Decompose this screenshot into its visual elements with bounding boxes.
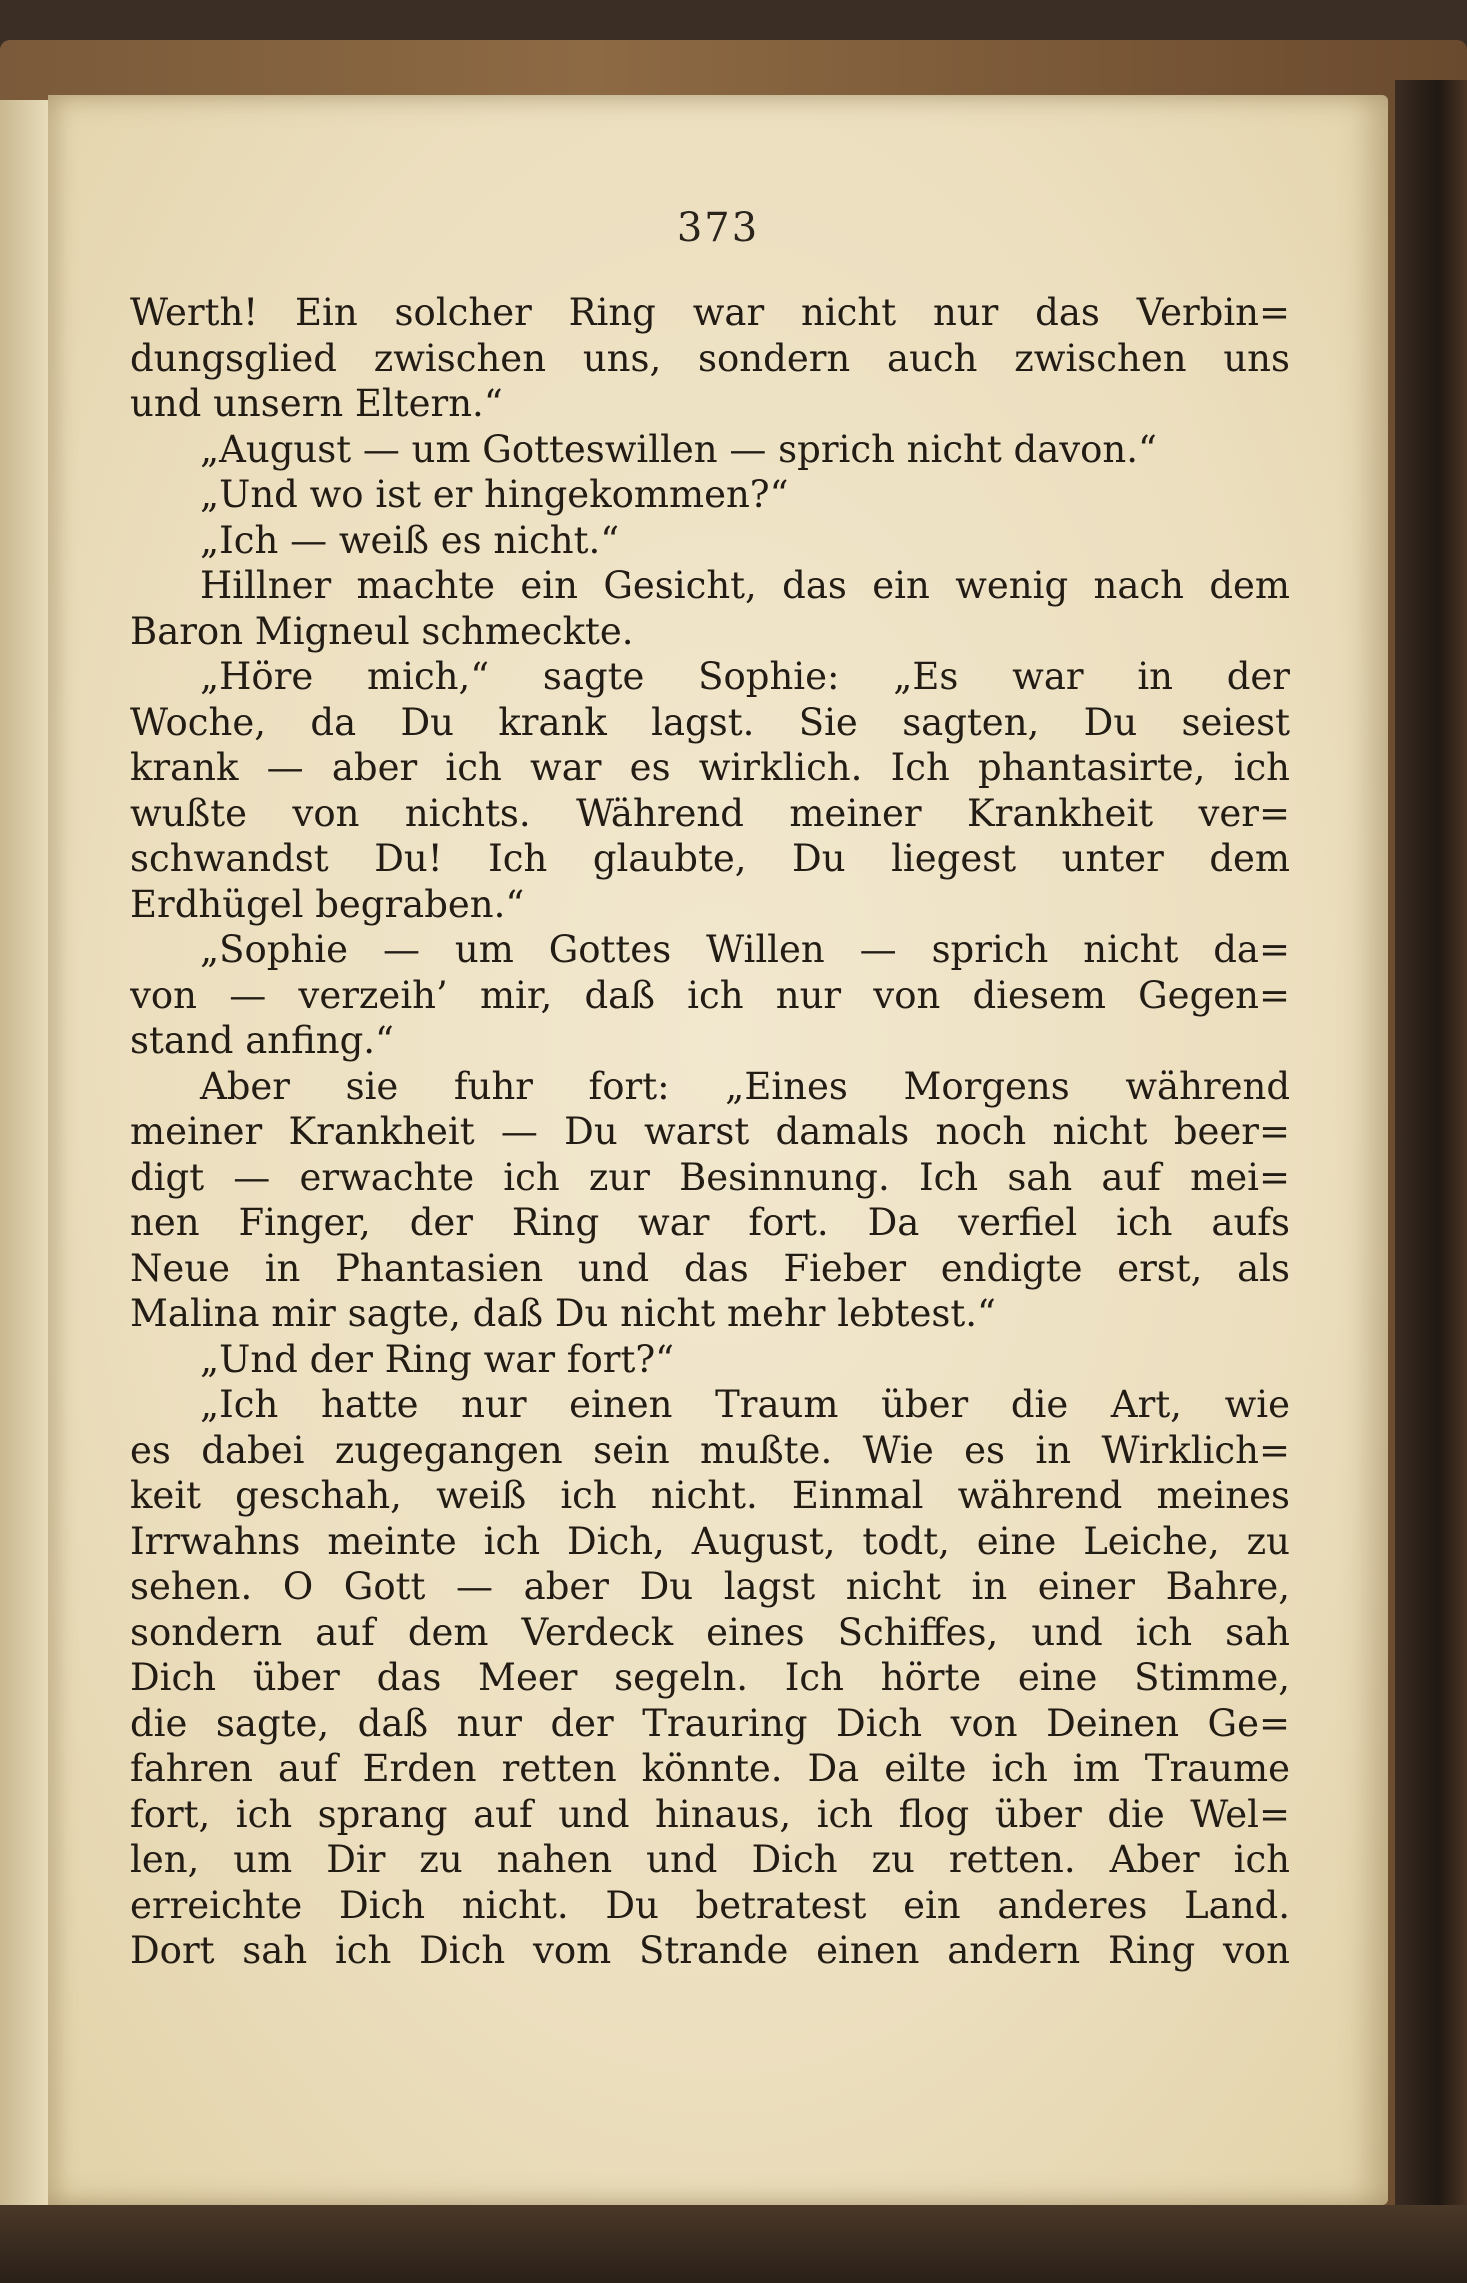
text-line: keit geschah, weiß ich nicht. Einmal während meines bbox=[130, 1474, 1290, 1517]
text-line: Hillner machte ein Gesicht, das ein wenig nach dem bbox=[200, 564, 1290, 607]
text-line: dungsglied zwischen uns, sondern auch zwischen uns bbox=[130, 336, 1290, 380]
text-line: sehen. O Gott — aber Du lagst nicht in einer Bahre, bbox=[130, 1565, 1290, 1608]
text-line: Aber sie fuhr fort: „Eines Morgens während bbox=[200, 1064, 1290, 1108]
text-line: „Und wo ist er hingekommen?“ bbox=[200, 473, 789, 516]
page-number: 373 bbox=[676, 205, 760, 251]
text-line: fahren auf Erden retten könnte. Da eilte ich im Traume bbox=[130, 1747, 1290, 1790]
text-line: Neue in Phantasien und das Fieber endigte erst, als bbox=[130, 1246, 1290, 1290]
text-line: Erdhügel begraben.“ bbox=[130, 882, 525, 926]
text-line: es dabei zugegangen sein mußte. Wie es in Wirklich= bbox=[130, 1428, 1290, 1472]
text-line: stand anfing.“ bbox=[130, 1019, 394, 1062]
text-line: Woche, da Du krank lagst. Sie sagten, Du seiest bbox=[130, 700, 1290, 744]
text-line: schwandst Du! Ich glaubte, Du liegest unter dem bbox=[130, 837, 1290, 880]
text-line: erreichte Dich nicht. Du betratest ein anderes Land. bbox=[130, 1883, 1290, 1927]
text-line: „Höre mich,“ sagte Sophie: „Es war in der bbox=[200, 655, 1290, 698]
text-line: Werth! Ein solcher Ring war nicht nur das Verbin= bbox=[130, 291, 1290, 334]
text-line: fort, ich sprang auf und hinaus, ich flog über die Wel= bbox=[130, 1792, 1290, 1836]
text-line: „Und der Ring war fort?“ bbox=[200, 1337, 675, 1381]
facing-page-edge bbox=[0, 100, 50, 2210]
book-page bbox=[48, 95, 1388, 2205]
text-line: „Ich — weiß es nicht.“ bbox=[200, 518, 620, 562]
text-line: „Ich hatte nur einen Traum über die Art, wie bbox=[200, 1383, 1290, 1426]
book-bottom-edge bbox=[0, 2205, 1467, 2283]
text-line: krank — aber ich war es wirklich. Ich phantasirte, ich bbox=[130, 746, 1290, 789]
text-line: len, um Dir zu nahen und Dich zu retten. Aber ich bbox=[130, 1838, 1290, 1881]
text-line: und unsern Eltern.“ bbox=[130, 382, 503, 425]
text-line: digt — erwachte ich zur Besinnung. Ich sah auf mei= bbox=[130, 1155, 1290, 1199]
text-line: Dich über das Meer segeln. Ich hörte eine Stimme, bbox=[130, 1656, 1290, 1699]
page-text bbox=[130, 290, 1290, 1974]
text-line: sondern auf dem Verdeck eines Schiffes, und ich sah bbox=[130, 1610, 1290, 1654]
text-line: Malina mir sagte, daß Du nicht mehr lebtest.“ bbox=[130, 1292, 996, 1335]
text-line: Baron Migneul schmeckte. bbox=[130, 609, 634, 653]
text-line: Irrwahns meinte ich Dich, August, todt, eine Leiche, zu bbox=[130, 1519, 1290, 1563]
text-line: von — verzeih’ mir, daß ich nur von diesem Gegen= bbox=[130, 973, 1290, 1017]
text-line: nen Finger, der Ring war fort. Da verfiel ich aufs bbox=[130, 1201, 1290, 1244]
text-line: meiner Krankheit — Du warst damals noch nicht beer= bbox=[130, 1110, 1290, 1153]
text-line: „August — um Gotteswillen — sprich nicht davon.“ bbox=[200, 427, 1157, 471]
page-edge-shadow bbox=[1395, 80, 1467, 2220]
text-line: Dort sah ich Dich vom Strande einen andern Ring von bbox=[130, 1929, 1290, 1972]
text-line: „Sophie — um Gottes Willen — sprich nicht da= bbox=[200, 928, 1290, 971]
text-line: die sagte, daß nur der Trauring Dich von Deinen Ge= bbox=[130, 1701, 1290, 1745]
text-line: wußte von nichts. Während meiner Krankheit ver= bbox=[130, 791, 1290, 835]
